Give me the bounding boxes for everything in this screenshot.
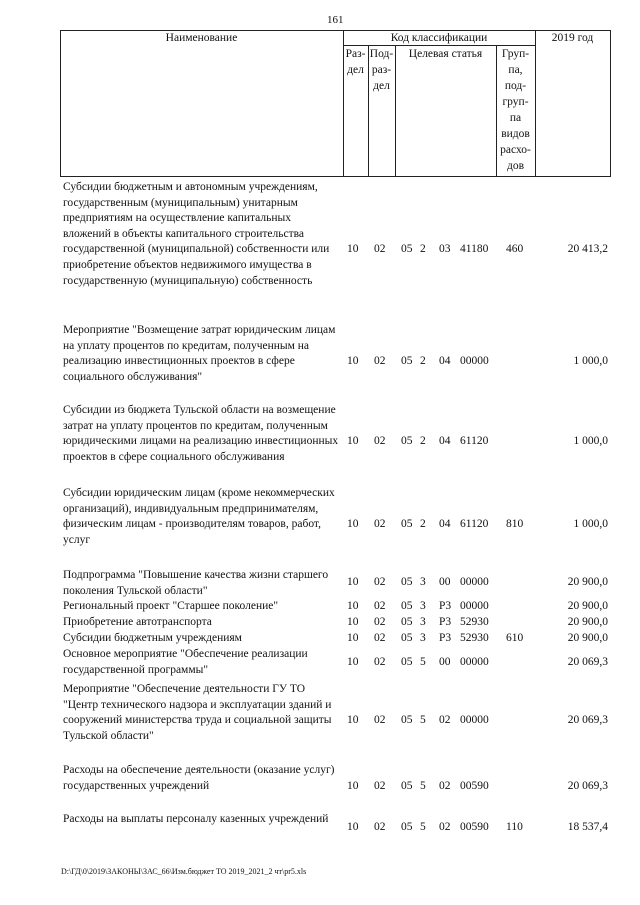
- target-code-direction: 61120: [460, 518, 489, 530]
- podrazdel-code: 02: [374, 656, 386, 668]
- table-header: [60, 30, 611, 177]
- target-code-event: P3: [439, 616, 452, 628]
- podrazdel-code: 02: [374, 632, 386, 644]
- table-row: [60, 682, 611, 744]
- target-code-direction: 61120: [460, 435, 489, 447]
- target-code-program: 05: [401, 780, 413, 792]
- target-code-subprogram: 3: [420, 576, 426, 588]
- target-code-program: 05: [401, 243, 413, 255]
- expense-type-code: 810: [506, 518, 524, 530]
- razdel-code: 10: [347, 656, 359, 668]
- razdel-code: 10: [347, 616, 359, 628]
- target-code-program: 05: [401, 355, 413, 367]
- podrazdel-code: 02: [374, 821, 386, 833]
- amount-2019: 20 069,3: [567, 714, 608, 726]
- amount-2019: 18 537,4: [567, 821, 608, 833]
- podrazdel-code: 02: [374, 616, 386, 628]
- razdel-code: 10: [347, 435, 359, 447]
- row-name: Субсидии бюджетным учреждениям: [63, 632, 242, 644]
- target-code-event: P3: [439, 600, 452, 612]
- target-code-event: 00: [439, 576, 451, 588]
- target-code-direction: 00000: [460, 576, 489, 588]
- razdel-code: 10: [347, 243, 359, 255]
- expense-type-code: 460: [506, 243, 524, 255]
- target-code-direction: 00000: [460, 355, 489, 367]
- target-code-subprogram: 2: [420, 518, 426, 530]
- row-name: Субсидии из бюджета Тульской области на возмещение затрат на уплату процентов по кредитам, полученным юридическими лицами на реализацию инвестиционных проектов в сфере социального обслуживания: [63, 404, 339, 463]
- table-row: [60, 812, 611, 844]
- table-row: [60, 486, 611, 548]
- row-name: Подпрограмма "Повышение качества жизни старшего поколения Тульской области": [63, 569, 329, 597]
- amount-2019: 20 900,0: [567, 632, 608, 644]
- target-code-subprogram: 3: [420, 616, 426, 628]
- podrazdel-code: 02: [374, 576, 386, 588]
- table-row: [60, 763, 611, 795]
- target-code-subprogram: 2: [420, 435, 426, 447]
- amount-2019: 1 000,0: [573, 355, 608, 367]
- expense-type-code: 110: [506, 821, 523, 833]
- row-name: Расходы на обеспечение деятельности (оказание услуг) государственных учреждений: [63, 764, 335, 792]
- page-number: 161: [327, 14, 344, 26]
- amount-2019: 1 000,0: [573, 435, 608, 447]
- podrazdel-code: 02: [374, 600, 386, 612]
- table-row: [60, 180, 611, 320]
- target-code-event: 04: [439, 355, 451, 367]
- header-razdel: Раз- дел: [345, 48, 366, 76]
- target-code-direction: 41180: [460, 243, 489, 255]
- row-name: Мероприятие "Обеспечение деятельности ГУ ТО "Центр технического надзора и эксплуатации зданий и сооружений министерства труда и социальной защиты Тульской области": [63, 683, 332, 742]
- table-row: [60, 647, 611, 679]
- row-name: Субсидии бюджетным и автономным учреждениям, государственным (муниципальным) унитарным предприятиям на осуществление капитальных вложений в объекты капитального строительства государственной (муниципальной) собственности или приобретение объектов недвижимого имущества в государственную (муниципальную) собственность: [63, 181, 330, 287]
- target-code-program: 05: [401, 656, 413, 668]
- target-code-event: 02: [439, 821, 451, 833]
- amount-2019: 20 900,0: [567, 600, 608, 612]
- amount-2019: 20 413,2: [567, 243, 608, 255]
- razdel-code: 10: [347, 821, 359, 833]
- table-row: [60, 631, 611, 647]
- header-year: 2019 год: [551, 32, 594, 44]
- row-name: Мероприятие "Возмещение затрат юридическим лицам на уплату процентов по кредитам, полученным на реализацию инвестиционных проектов в сфере социального обслуживания": [63, 324, 336, 383]
- podrazdel-code: 02: [374, 518, 386, 530]
- amount-2019: 20 900,0: [567, 576, 608, 588]
- table-row: [60, 323, 611, 401]
- target-code-program: 05: [401, 518, 413, 530]
- amount-2019: 20 900,0: [567, 616, 608, 628]
- target-code-direction: 52930: [460, 616, 489, 628]
- razdel-code: 10: [347, 355, 359, 367]
- podrazdel-code: 02: [374, 780, 386, 792]
- target-code-subprogram: 2: [420, 355, 426, 367]
- target-code-program: 05: [401, 616, 413, 628]
- target-code-event: P3: [439, 632, 452, 644]
- target-code-subprogram: 5: [420, 714, 426, 726]
- header-vr: Груп- па, под- груп- па видов расхо- дов: [500, 48, 531, 172]
- table-row: [60, 599, 611, 615]
- table-row: [60, 403, 611, 483]
- row-name: Основное мероприятие "Обеспечение реализации государственной программы": [63, 648, 308, 676]
- target-code-event: 02: [439, 714, 451, 726]
- row-name: Субсидии юридическим лицам (кроме некоммерческих организаций), индивидуальным предпринимателям, физическим лицам - производителям товаров, работ, услуг: [63, 487, 335, 546]
- target-code-subprogram: 2: [420, 243, 426, 255]
- header-target: Целевая статья: [408, 48, 483, 60]
- podrazdel-code: 02: [374, 435, 386, 447]
- target-code-program: 05: [401, 576, 413, 588]
- razdel-code: 10: [347, 600, 359, 612]
- target-code-event: 00: [439, 656, 451, 668]
- target-code-subprogram: 5: [420, 780, 426, 792]
- target-code-program: 05: [401, 632, 413, 644]
- header-classification: Код классификации: [390, 32, 488, 44]
- target-code-direction: 00000: [460, 714, 489, 726]
- file-path: D:\ГД\0\2019\ЗАКОНЫ\ЗАС_66\Изм.бюджет ТО 2019_2021_2 чт\pr5.xls: [61, 867, 307, 876]
- target-code-direction: 00590: [460, 780, 489, 792]
- target-code-direction: 00000: [460, 600, 489, 612]
- table-row: [60, 615, 611, 631]
- amount-2019: 20 069,3: [567, 656, 608, 668]
- target-code-direction: 52930: [460, 632, 489, 644]
- target-code-program: 05: [401, 821, 413, 833]
- target-code-subprogram: 3: [420, 600, 426, 612]
- podrazdel-code: 02: [374, 714, 386, 726]
- razdel-code: 10: [347, 576, 359, 588]
- expense-type-code: 610: [506, 632, 524, 644]
- target-code-subprogram: 3: [420, 632, 426, 644]
- amount-2019: 1 000,0: [573, 518, 608, 530]
- razdel-code: 10: [347, 632, 359, 644]
- target-code-subprogram: 5: [420, 821, 426, 833]
- row-name: Приобретение автотранспорта: [63, 616, 212, 628]
- target-code-program: 05: [401, 600, 413, 612]
- target-code-direction: 00590: [460, 821, 489, 833]
- target-code-event: 03: [439, 243, 451, 255]
- razdel-code: 10: [347, 714, 359, 726]
- row-name: Расходы на выплаты персоналу казенных учреждений: [63, 813, 329, 825]
- razdel-code: 10: [347, 780, 359, 792]
- podrazdel-code: 02: [374, 355, 386, 367]
- row-name: Региональный проект "Старшее поколение": [63, 600, 279, 612]
- target-code-direction: 00000: [460, 656, 489, 668]
- header-podrazdel: Под- раз- дел: [369, 48, 394, 92]
- target-code-event: 02: [439, 780, 451, 792]
- amount-2019: 20 069,3: [567, 780, 608, 792]
- razdel-code: 10: [347, 518, 359, 530]
- target-code-event: 04: [439, 435, 451, 447]
- target-code-program: 05: [401, 714, 413, 726]
- header-name: Наименование: [165, 32, 238, 44]
- table-row: [60, 568, 611, 598]
- podrazdel-code: 02: [374, 243, 386, 255]
- target-code-program: 05: [401, 435, 413, 447]
- target-code-event: 04: [439, 518, 451, 530]
- target-code-subprogram: 5: [420, 656, 426, 668]
